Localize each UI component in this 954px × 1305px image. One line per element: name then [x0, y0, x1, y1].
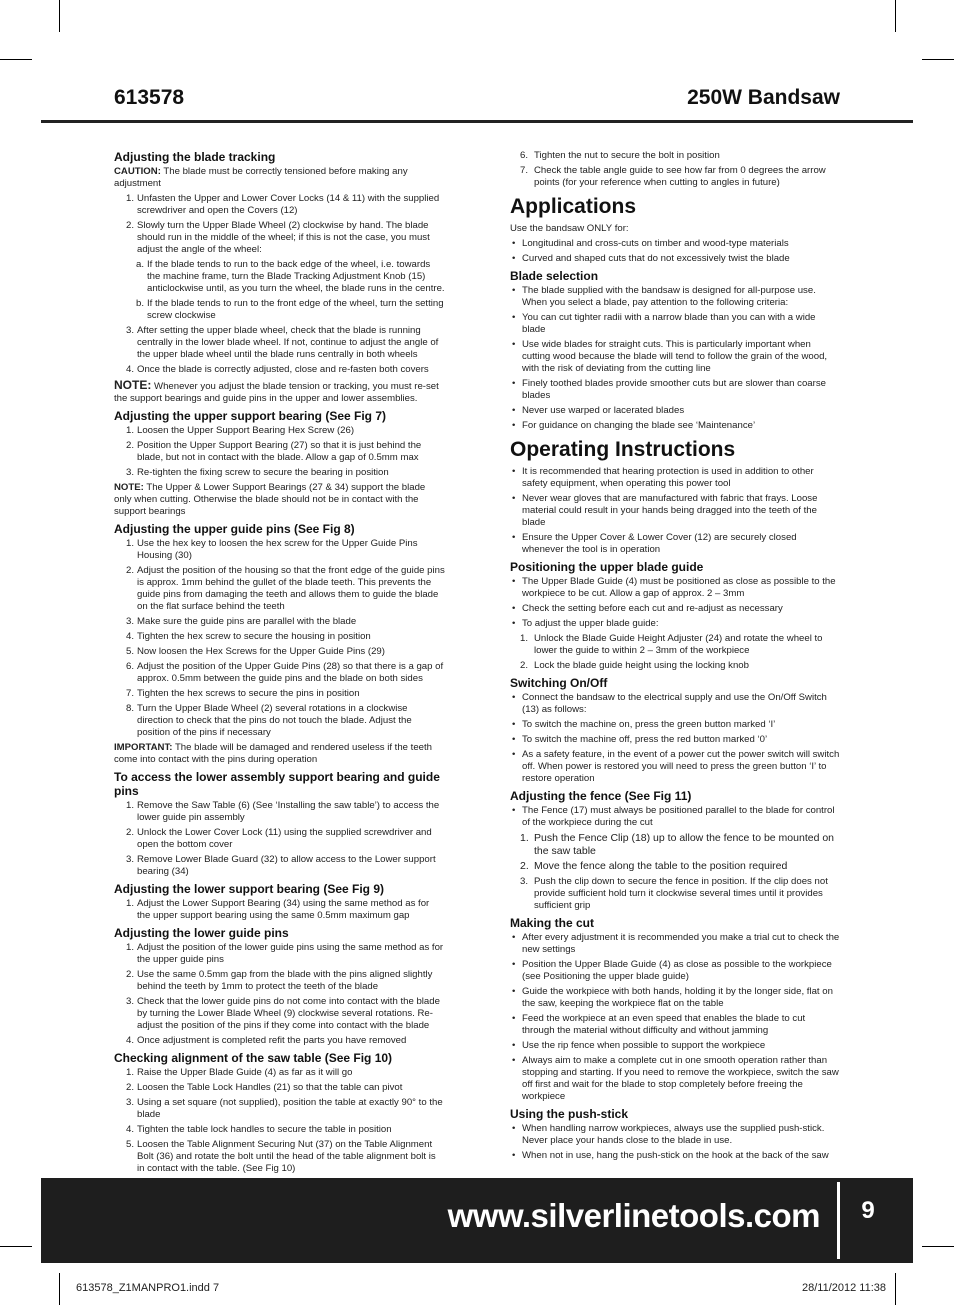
list-item: • Always aim to make a complete cut in one smooth operation rather than stopping and starting. If you need to remove the workpiece, switch the saw off first and wait for the blade to stop completely before freeing the workpiece [512, 1054, 839, 1102]
list-item: • Use wide blades for straight cuts. This is particularly important when cutting wood because the blade will tend to follow the grain of the wood, with the risk of deviating from the cutting line [512, 339, 828, 374]
list-item: • Curved and shaped cuts that do not excessively twist the blade [512, 253, 790, 264]
section-heading: Adjusting the lower guide pins [114, 926, 289, 940]
list-item: • When handling narrow workpieces, always use the supplied push-stick. Never place your hands close to the blade in use. [512, 1122, 825, 1146]
list-item: • Longitudinal and cross-cuts on timber and wood-type materials [512, 238, 789, 249]
section-heading: Blade selection [510, 269, 599, 283]
list-item: 1. Remove the Saw Table (6) (See ‘Installing the saw table’) to access the lower guide pin assembly [126, 800, 440, 823]
list-item: 2. Lock the blade guide height using the locking knob [520, 660, 749, 671]
product-title: 250W Bandsaw [687, 86, 840, 109]
list-item: 3. Re-tighten the fixing screw to secure the bearing in position [126, 467, 389, 478]
header-rule [41, 120, 913, 123]
blade-selection-list [510, 285, 840, 432]
section-heading: Checking alignment of the saw table (See Fig 10) [114, 1051, 393, 1065]
list-item: 3. Using a set square (not supplied), position the table at exactly 90° to the blade [126, 1097, 443, 1120]
list-item: • When not in use, hang the push-stick on the hook at the back of the saw [512, 1149, 829, 1161]
crop-mark [895, 1273, 896, 1305]
crop-mark [0, 1246, 32, 1247]
list-item: 3. Push the clip down to secure the fence in position. If the clip does not provide sufficient hold turn it clockwise several times until it provides sufficient grip [520, 875, 828, 911]
crop-mark [59, 0, 60, 32]
list-item: • Connect the bandsaw to the electrical supply and use the On/Off Switch (13) as follows: [512, 692, 827, 715]
list-item: • Check the setting before each cut and re-adjust as necessary [512, 603, 783, 614]
section-heading: To access the lower assembly support bearing and guide pins [114, 770, 440, 798]
crop-mark [922, 59, 954, 60]
important-paragraph: IMPORTANT: The blade will be damaged and rendered useless if the teeth come into contact with the pins during operation [114, 742, 433, 765]
list-item: 1. Unlock the Blade Guide Height Adjuster (24) and rotate the wheel to lower the guide to within 2 – 3mm of the workpiece [520, 633, 823, 656]
operating-list [510, 466, 840, 556]
list-item: • To switch the machine off, press the red button marked ‘0’ [512, 734, 768, 745]
section-heading: Switching On/Off [510, 676, 608, 690]
list-item: 1. Use the hex key to loosen the hex screw for the Upper Guide Pins Housing (30) [126, 538, 418, 561]
list-item: • The blade supplied with the bandsaw is designed for all-purpose use. When you select a blade, pay attention to the following criteria: [512, 285, 816, 308]
list-item: • The Fence (17) must always be positioned parallel to the blade for control of the workpiece during the cut [512, 805, 835, 828]
lower-pins-steps [114, 942, 445, 1047]
section-heading: Adjusting the upper guide pins (See Fig 8) [114, 522, 355, 536]
section-heading: Adjusting the fence (See Fig 11) [510, 789, 692, 803]
list-item: • After every adjustment it is recommended you make a trial cut to check the new settings [512, 931, 840, 955]
product-code: 613578 [114, 86, 185, 109]
crop-mark [895, 0, 896, 32]
fence-steps [510, 832, 840, 912]
list-item: • As a safety feature, in the event of a power cut the power switch will switch off. When power is restored you will need to press the green button ‘I’ to restore operation [512, 749, 840, 784]
alignment-steps [114, 1067, 445, 1175]
list-item: 3. Remove Lower Blade Guard (32) to allow access to the Lower support bearing (34) [126, 854, 436, 877]
making-cut-list [510, 932, 840, 1103]
right-column [510, 150, 840, 1165]
list-item: 4. Tighten the table lock handles to secure the table in position [126, 1124, 392, 1135]
caution-label: CAUTION: [114, 166, 161, 177]
important-label: IMPORTANT: [114, 742, 173, 753]
footer-divider [837, 1182, 840, 1259]
list-item: 5. Loosen the Table Alignment Securing Nut (37) on the Table Alignment Bolt (36) and rotate the bolt until the head of the table alignment bolt is in contact with the table. (See Fig 10) [126, 1139, 436, 1174]
list-item: 1. Unfasten the Upper and Lower Cover Locks (14 & 11) with the supplied screwdriver and open the Covers (12) [126, 193, 440, 216]
note-paragraph: NOTE: Whenever you adjust the blade tension or tracking, you must re-set the support bearings and guide pins in the upper and lower assemblies. [114, 378, 439, 404]
positioning-list [510, 576, 840, 630]
list-item: 3. After setting the upper blade wheel, check that the blade is running centrally in the lower blade wheel. If not, continue to adjust the angle of the upper blade wheel until the blade runs centrally in both wheels [126, 325, 439, 360]
list-item: 8. Turn the Upper Blade Wheel (2) several rotations in a clockwise direction to check that the pins do not touch the blade. Adjust the position of the pins if necessary [126, 703, 412, 738]
applications-intro: Use the bandsaw ONLY for: [510, 223, 629, 234]
section-heading: Positioning the upper blade guide [510, 560, 704, 574]
list-item: 4. Tighten the hex screw to secure the housing in position [126, 631, 371, 642]
section-heading: Adjusting the lower support bearing (See Fig 9) [114, 882, 385, 896]
page-header [114, 86, 840, 116]
list-item: 7. Tighten the hex screws to secure the pins in position [126, 688, 360, 699]
list-item: 1. Adjust the Lower Support Bearing (34) using the same method as for the upper support bearing using the same 0.5mm maximum gap [126, 898, 430, 921]
website-link[interactable]: www.silverlinetools.com [447, 1197, 820, 1234]
list-item: 1. Push the Fence Clip (18) up to allow the fence to be mounted on the saw table [520, 832, 835, 857]
list-item: • Never use warped or lacerated blades [512, 405, 685, 416]
crop-mark [922, 1246, 954, 1247]
caution-paragraph [114, 166, 445, 190]
list-item: • To switch the machine on, press the green button marked ‘I’ [512, 719, 776, 730]
tracking-substeps [114, 259, 445, 322]
list-item: 4. Once adjustment is completed refit the parts you have removed [126, 1035, 407, 1046]
section-heading: Making the cut [510, 915, 595, 930]
list-item: • Position the Upper Blade Guide (4) as close as possible to the workpiece (see Positioning the upper blade guide) [512, 958, 832, 982]
operating-heading: Operating Instructions [510, 438, 736, 461]
list-item: 2. Unlock the Lower Cover Lock (11) using the supplied screwdriver and open the bottom cover [126, 827, 432, 850]
list-item: 2. Adjust the position of the housing so that the front edge of the guide pins is approx. 1mm behind the gullet of the blade teeth. This prevents the guide pins from damaging the teeth and allows them to guide the blade on the flat surface behind the teeth [126, 565, 445, 612]
list-item: 6. Adjust the position of the Upper Guide Pins (28) so that there is a gap of approx. 0.5mm between the guide pins and the blade on both sides [126, 661, 444, 684]
crop-mark [0, 59, 32, 60]
list-item: b. If the blade tends to run to the front edge of the wheel, turn the setting screw clockwise [136, 298, 444, 321]
lower-access-steps [114, 800, 445, 878]
tracking-steps-2 [114, 325, 445, 376]
crop-mark [59, 1273, 60, 1305]
list-item: 7. Check the table angle guide to see how far from 0 degrees the arrow points (for your reference when cutting to angles in future) [520, 165, 826, 188]
upper-bearing-steps [114, 425, 445, 479]
left-column [114, 150, 445, 1178]
list-item: • It is recommended that hearing protection is used in addition to other safety equipment, when operating this power tool [512, 466, 814, 489]
list-item: • Guide the workpiece with both hands, holding it by the longer side, flat on the saw, keeping the workpiece flat on the table [512, 985, 833, 1009]
list-item: 3. Make sure the guide pins are parallel with the blade [126, 616, 357, 627]
switching-list [510, 692, 840, 785]
applications-list [510, 238, 840, 265]
applications-heading: Applications [510, 195, 637, 218]
fence-list [510, 805, 840, 829]
list-item: 1. Loosen the Upper Support Bearing Hex Screw (26) [126, 425, 355, 436]
note-paragraph: NOTE: The Upper & Lower Support Bearings (27 & 34) support the blade only when cutting. Otherwise the blade should not be in contact with the support bearings [114, 482, 426, 517]
list-item: • Finely toothed blades provide smoother cuts but are slower than coarse blades [512, 378, 826, 401]
caution-text: The blade must be correctly tensioned before making any adjustment [114, 166, 408, 189]
list-item: • Ensure the Upper Cover & Lower Cover (12) are securely closed whenever the tool is in operation [512, 532, 797, 555]
list-item: 6. Tighten the nut to secure the bolt in position [520, 150, 720, 161]
section-heading: Using the push-stick [510, 1106, 629, 1121]
page-number: 9 [861, 1197, 875, 1224]
list-item: 2. Position the Upper Support Bearing (27) so that it is just behind the blade, but not in contact with the blade. Allow a gap of 0.5mm max [126, 440, 422, 463]
list-item: • For guidance on changing the blade see ‘Maintenance’ [512, 420, 756, 431]
slug-filename: 613578_Z1MANPRO1.indd 7 [76, 1282, 220, 1294]
section-heading: Adjusting the upper support bearing (See Fig 7) [114, 409, 387, 423]
list-item: • Never wear gloves that are manufactured with fabric that frays. Loose material could result in your hands being dragged into the teeth of the blade [512, 493, 818, 528]
slug-date: 28/11/2012 11:38 [801, 1282, 886, 1294]
positioning-steps [510, 633, 840, 672]
list-item: 2. Move the fence along the table to the position required [520, 860, 788, 872]
lower-bearing-steps [114, 898, 445, 922]
list-item: a. If the blade tends to run to the back edge of the wheel, i.e. towards the machine frame, turn the Blade Tracking Adjustment Knob (15) anticlockwise until, as you turn the wheel, the blade runs in the centre. [136, 259, 445, 294]
note-label: NOTE: [114, 378, 152, 392]
list-item: 3. Check that the lower guide pins do not come into contact with the blade by turning the Lower Blade Wheel (9) clockwise several rotations. Re-adjust the position of the pins if they come into contact with the blade [126, 996, 440, 1031]
push-stick-list [510, 1123, 840, 1162]
tracking-steps [114, 193, 445, 256]
list-item: • The Upper Blade Guide (4) must be positioned as close as possible to the workpiece to be cut. Allow a gap of approx. 2 – 3mm [512, 576, 836, 599]
list-item: 4. Once the blade is correctly adjusted, close and re-fasten both covers [126, 364, 429, 375]
alignment-steps-continued [510, 150, 840, 189]
list-item: • To adjust the upper blade guide: [512, 618, 659, 629]
list-item: • You can cut tighter radii with a narrow blade than you can with a wide blade [512, 312, 816, 335]
list-item: 5. Now loosen the Hex Screws for the Upper Guide Pins (29) [126, 646, 385, 657]
list-item: • Feed the workpiece at an even speed that enables the blade to cut through the material without difficulty and without jamming [512, 1012, 806, 1036]
list-item: 1. Raise the Upper Blade Guide (4) as far as it will go [126, 1067, 353, 1078]
list-item: • Use the rip fence when possible to support the workpiece [512, 1039, 766, 1051]
list-item: 2. Slowly turn the Upper Blade Wheel (2) clockwise by hand. The blade should run in the middle of the wheel; if this is not the case, you must adjust the angle of the wheel: [126, 220, 430, 255]
list-item: 1. Adjust the position of the lower guide pins using the same method as for the upper guide pins [126, 942, 444, 965]
section-heading: Adjusting the blade tracking [114, 150, 276, 164]
upper-pins-steps [114, 538, 445, 739]
note-label: NOTE: [114, 482, 144, 493]
list-item: 2. Loosen the Table Lock Handles (21) so that the table can pivot [126, 1082, 403, 1093]
list-item: 2. Use the same 0.5mm gap from the blade with the pins aligned slightly behind the teeth by 1mm to protect the teeth of the blade [126, 969, 433, 992]
